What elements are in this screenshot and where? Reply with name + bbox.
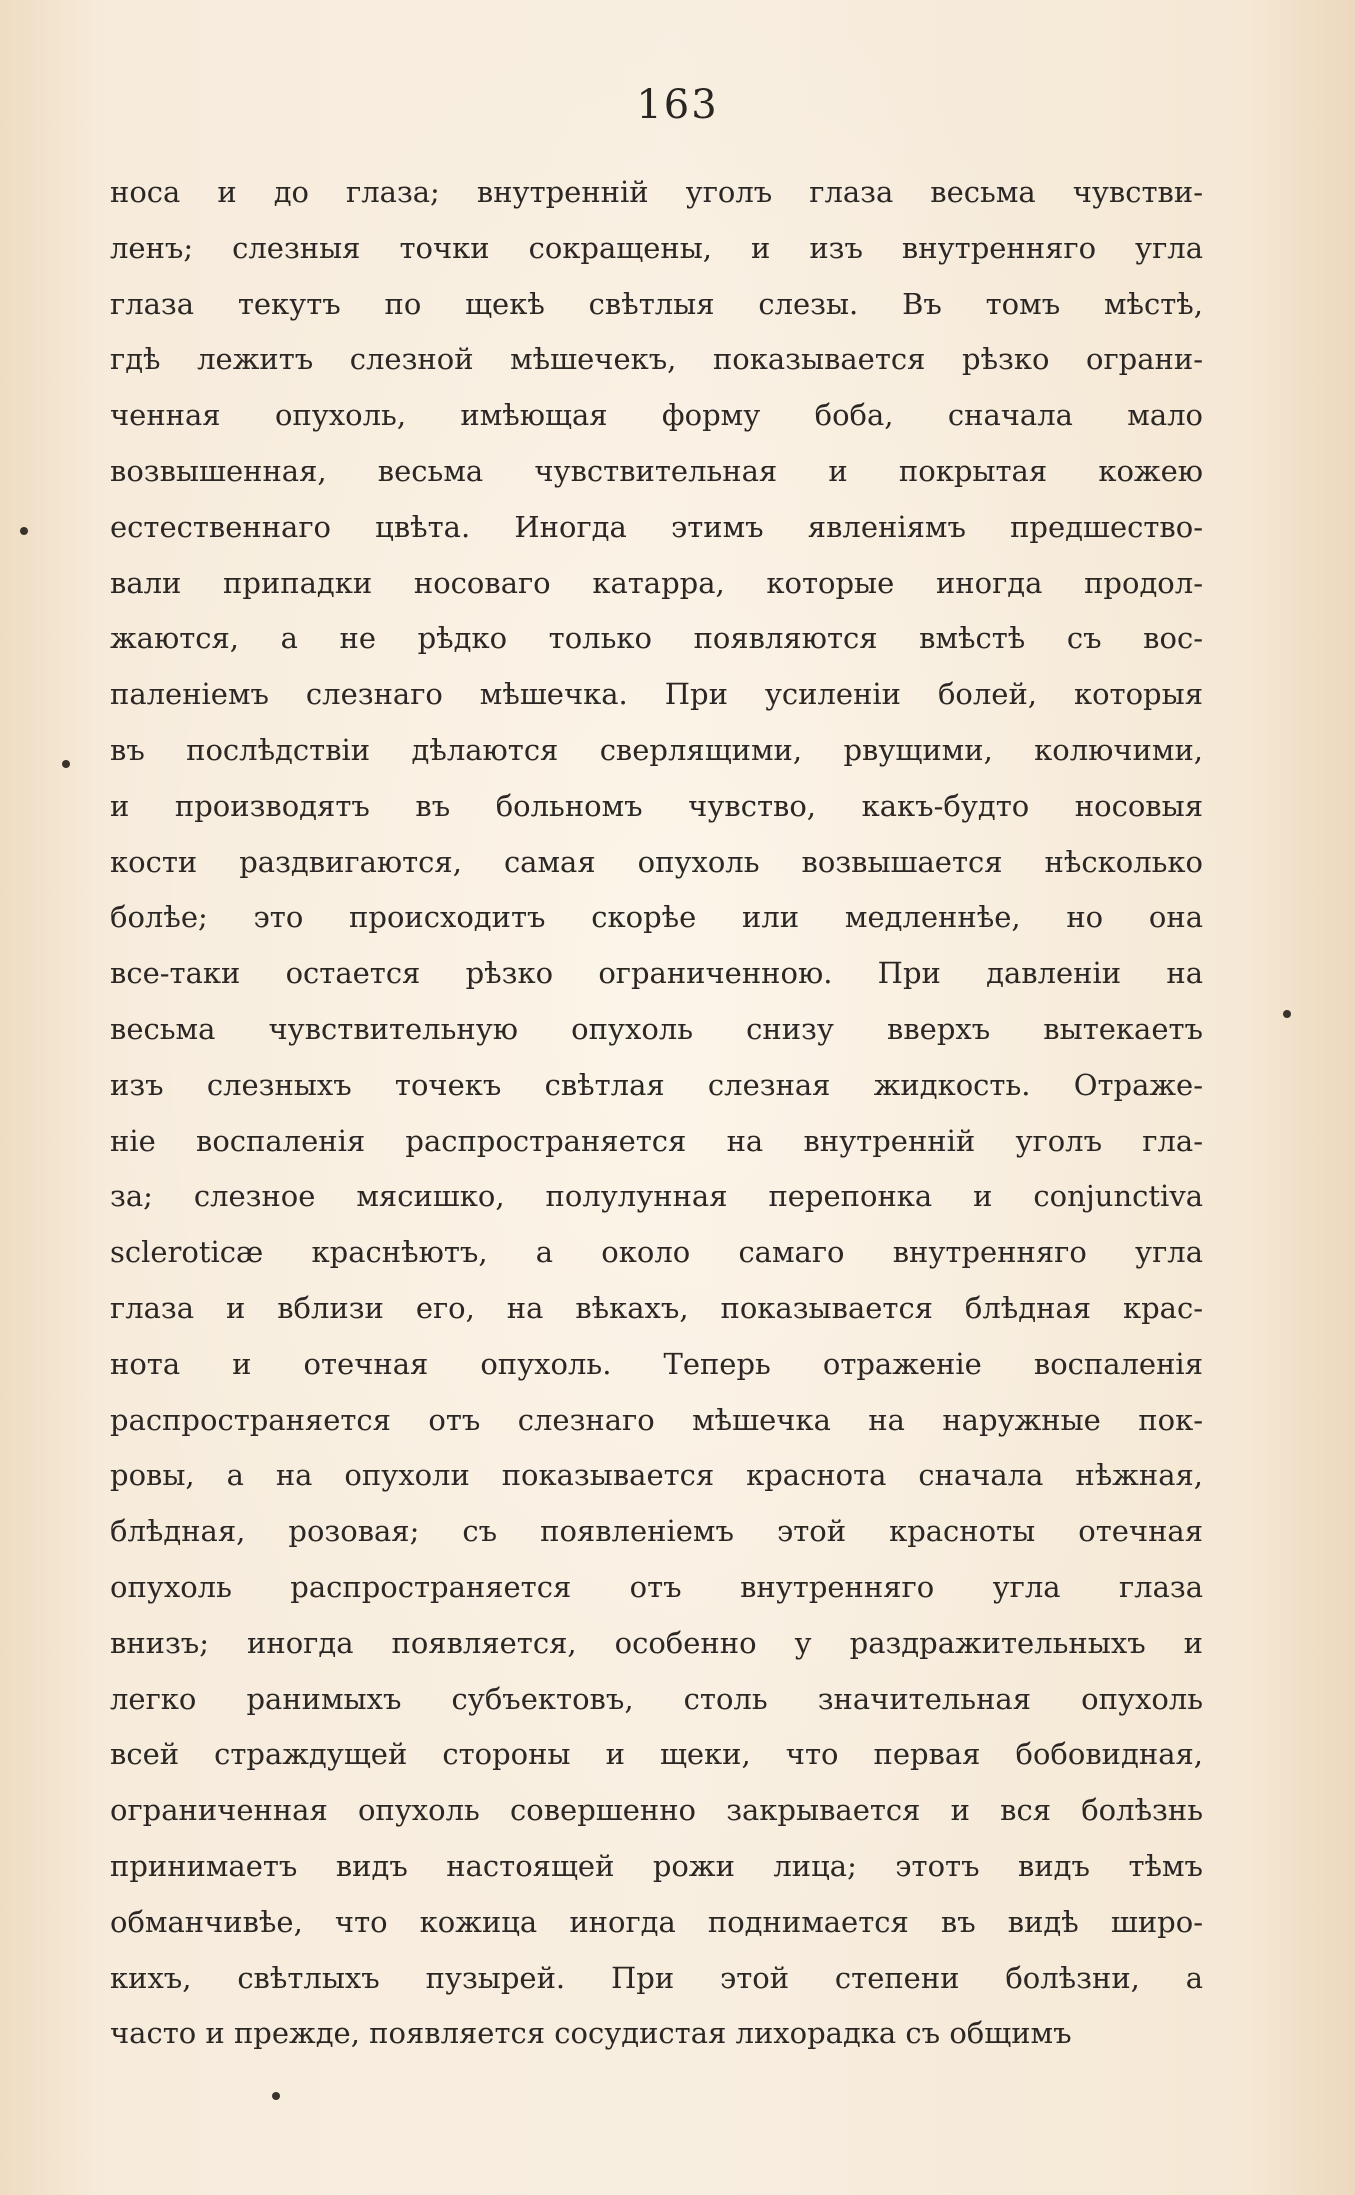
text-line: блѣдная, розовая; съ появленіемъ этой красноты отечная <box>110 1514 1203 1549</box>
text-line: ленъ; слезныя точки сокращены, и изъ внутренняго угла <box>110 230 1203 265</box>
text-line: глаза и вблизи его, на вѣкахъ, показывается блѣдная крас- <box>110 1290 1203 1325</box>
text-line: scleroticæ краснѣютъ, а около самаго внутренняго угла <box>110 1235 1203 1270</box>
text-line: ченная опухоль, имѣющая форму боба, сначала мало <box>110 398 1203 433</box>
text-line: жаются, а не рѣдко только появляются вмѣстѣ съ вос- <box>110 621 1203 656</box>
ink-speck <box>272 2092 280 2100</box>
text-line: ніе воспаленія распространяется на внутренній уголъ гла- <box>110 1123 1203 1158</box>
text-line: гдѣ лежитъ слезной мѣшечекъ, показывается рѣзко ограни- <box>110 342 1203 377</box>
text-line: часто и прежде, появляется сосудистая лихорадка съ общимъ <box>110 2016 1072 2051</box>
ink-speck <box>62 760 70 768</box>
text-line: распространяется отъ слезнаго мѣшечка на наружные пок- <box>110 1402 1203 1437</box>
text-line: весьма чувствительную опухоль снизу вверхъ вытекаетъ <box>110 1011 1203 1046</box>
text-line: кихъ, свѣтлыхъ пузырей. При этой степени болѣзни, а <box>110 1960 1203 1995</box>
text-line: опухоль распространяется отъ внутренняго угла глаза <box>110 1569 1203 1604</box>
text-line: внизъ; иногда появляется, особенно у раздражительныхъ и <box>110 1625 1203 1660</box>
text-line: вали припадки носоваго катарра, которые иногда продол- <box>110 565 1203 600</box>
ink-speck <box>1283 1010 1291 1018</box>
ink-speck <box>20 527 28 535</box>
text-line: глаза текутъ по щекѣ свѣтлыя слезы. Въ томъ мѣстѣ, <box>110 286 1203 321</box>
text-line: за; слезное мясишко, полулунная перепонка и conjunctiva <box>110 1179 1203 1214</box>
body-text <box>110 165 1203 2062</box>
text-line: ограниченная опухоль совершенно закрывается и вся болѣзнь <box>110 1793 1203 1828</box>
text-line: легко ранимыхъ субъектовъ, столь значительная опухоль <box>110 1681 1203 1716</box>
text-line: ровы, а на опухоли показывается краснота сначала нѣжная, <box>110 1458 1203 1493</box>
text-line: въ послѣдствіи дѣлаются сверлящими, рвущими, колючими, <box>110 732 1203 767</box>
text-line: все-таки остается рѣзко ограниченною. При давленіи на <box>110 956 1203 991</box>
text-line: кости раздвигаются, самая опухоль возвышается нѣсколько <box>110 844 1203 879</box>
text-line: и производятъ въ больномъ чувство, какъ-будто носовыя <box>110 788 1203 823</box>
text-line: принимаетъ видъ настоящей рожи лица; этотъ видъ тѣмъ <box>110 1848 1203 1883</box>
text-line: всей страждущей стороны и щеки, что первая бобовидная, <box>110 1737 1203 1772</box>
text-line: обманчивѣе, что кожица иногда поднимается въ видѣ широ- <box>110 1904 1203 1939</box>
text-line: естественнаго цвѣта. Иногда этимъ явленіямъ предшество- <box>110 509 1203 544</box>
text-line: паленіемъ слезнаго мѣшечка. При усиленіи болей, которыя <box>110 677 1203 712</box>
text-line: изъ слезныхъ точекъ свѣтлая слезная жидкость. Отраже- <box>110 1067 1203 1102</box>
text-line: болѣе; это происходитъ скорѣе или медленнѣе, но она <box>110 900 1203 935</box>
text-line: возвышенная, весьма чувствительная и покрытая кожею <box>110 453 1203 488</box>
page-number: 163 <box>636 82 719 128</box>
text-line: носа и до глаза; внутренній уголъ глаза весьма чувстви- <box>110 175 1203 209</box>
text-line: нота и отечная опухоль. Теперь отраженіе воспаленія <box>110 1346 1203 1381</box>
